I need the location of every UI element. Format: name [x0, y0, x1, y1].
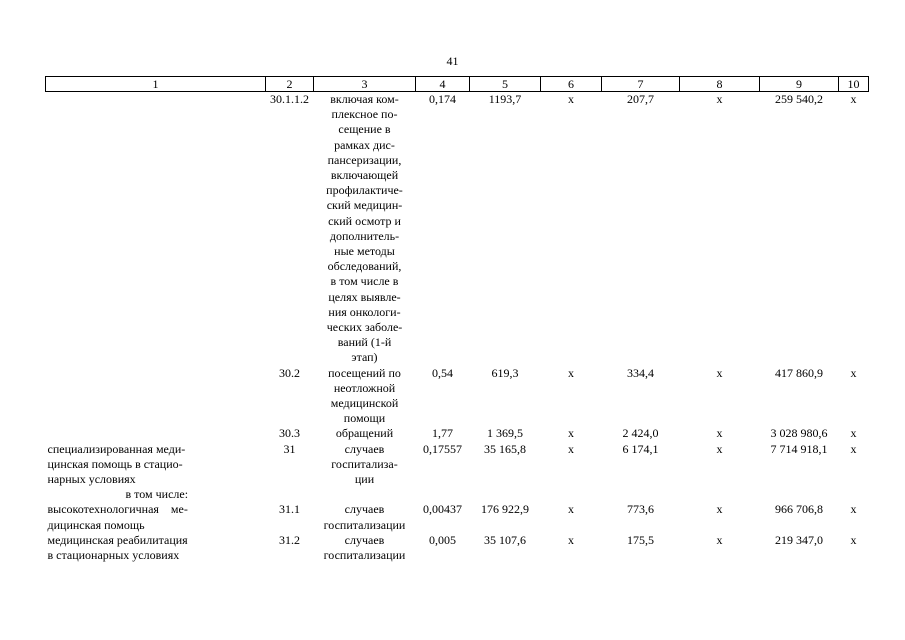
label-line: нарных условиях	[47, 472, 136, 487]
unit-line: ции	[354, 472, 375, 487]
row-number: 31.2	[279, 532, 300, 547]
value-cell: х	[850, 426, 857, 441]
unit-line: включая ком-	[330, 92, 399, 106]
row-label	[46, 502, 266, 532]
unit-cell	[314, 366, 416, 427]
table-row	[46, 92, 869, 366]
unit-line: госпитализации	[323, 517, 406, 532]
unit-line: этап)	[351, 350, 378, 365]
column-header: 5	[470, 77, 541, 92]
row-number: 31	[283, 441, 296, 456]
column-header: 2	[266, 77, 314, 92]
value-cell: 1193,7	[488, 92, 522, 106]
unit-line: медицинской	[330, 396, 399, 411]
row-number	[266, 487, 314, 502]
unit-line: целях выявле-	[328, 289, 401, 304]
label-line: в стационарных условиях	[47, 548, 180, 563]
value-cell	[602, 487, 680, 502]
column-header: 9	[760, 77, 839, 92]
unit-line: включающей	[330, 168, 399, 183]
value-cell: х	[850, 365, 857, 380]
value-cell	[680, 487, 760, 502]
label-line: цинская помощь в стацио-	[47, 456, 183, 471]
page-number: 41	[446, 54, 459, 68]
value-cell	[470, 487, 541, 502]
label-line: дицинская помощь	[47, 517, 145, 532]
row-label	[46, 426, 266, 441]
value-cell: 966 706,8	[775, 502, 823, 517]
unit-line: дополнитель-	[329, 228, 400, 243]
column-header: 6	[541, 77, 602, 92]
value-cell: 35 165,8	[484, 441, 526, 456]
value-cell: 259 540,2	[775, 92, 823, 106]
table-row	[46, 426, 869, 441]
unit-line: обращений	[335, 426, 394, 441]
unit-line: плексное по-	[331, 107, 398, 122]
value-cell: х	[716, 532, 723, 547]
unit-line: профилактиче-	[326, 183, 403, 198]
column-header: 10	[839, 77, 869, 92]
column-header: 3	[314, 77, 416, 92]
unit-line: помощи	[343, 411, 386, 426]
table-row	[46, 442, 869, 488]
value-cell: 1 369,5	[487, 426, 523, 441]
value-cell: 2 424,0	[622, 426, 659, 441]
unit-line: госпитализации	[323, 548, 406, 563]
value-cell: 0,17557	[423, 441, 462, 456]
label-line: специализированная меди-	[47, 441, 186, 456]
row-number: 31.1	[279, 502, 300, 517]
value-cell	[839, 487, 869, 502]
value-cell: 35 107,6	[484, 532, 526, 547]
unit-cell	[314, 442, 416, 488]
unit-line: ческих заболе-	[326, 320, 403, 335]
value-cell: 0,005	[429, 532, 456, 547]
row-number: 30.1.1.2	[270, 92, 309, 106]
unit-line: случаев	[344, 532, 385, 547]
value-cell: 7 714 918,1	[770, 441, 828, 456]
label-line: в том числе:	[125, 487, 189, 502]
value-cell	[760, 487, 839, 502]
table-row	[46, 533, 869, 563]
column-numbers-row	[46, 77, 869, 92]
value-cell: х	[568, 365, 574, 380]
unit-cell	[314, 502, 416, 532]
unit-line: ные методы	[334, 244, 395, 259]
unit-line: случаев	[344, 502, 385, 517]
unit-line: рамках дис-	[334, 137, 395, 152]
unit-line: пансеризации,	[327, 152, 402, 167]
value-cell: 0,174	[429, 92, 456, 106]
table-row	[46, 487, 869, 502]
unit-cell	[314, 426, 416, 441]
value-cell: 0,00437	[423, 502, 462, 517]
value-cell: 3 028 980,6	[770, 426, 828, 441]
value-cell: 6 174,1	[622, 441, 659, 456]
label-line: высокотехнологичная ме-	[47, 502, 188, 517]
value-cell: х	[568, 502, 574, 517]
unit-line: ния онкологи-	[328, 304, 401, 319]
value-cell: х	[568, 92, 574, 106]
row-label	[46, 442, 266, 488]
row-label	[46, 533, 266, 563]
value-cell: х	[850, 441, 857, 456]
value-cell: 417 860,9	[775, 365, 823, 380]
value-cell: 773,6	[627, 502, 654, 517]
column-header: 7	[602, 77, 680, 92]
value-cell	[541, 487, 602, 502]
value-cell: 219 347,0	[775, 532, 823, 547]
value-cell: 334,4	[627, 365, 654, 380]
unit-cell	[314, 92, 416, 366]
table-row	[46, 502, 869, 532]
row-label	[46, 92, 266, 366]
unit-line: неотложной	[333, 380, 396, 395]
value-cell: х	[850, 532, 857, 547]
value-cell: 1,77	[432, 426, 453, 441]
value-cell: х	[716, 92, 723, 106]
unit-line: случаев	[344, 441, 385, 456]
value-cell: х	[716, 365, 723, 380]
unit-line: ский осмотр и	[328, 213, 401, 228]
unit-line: ский медицин-	[326, 198, 403, 213]
table-row	[46, 366, 869, 427]
value-cell: х	[568, 426, 574, 441]
value-cell: х	[850, 92, 857, 106]
value-cell: х	[716, 502, 723, 517]
value-cell: 176 922,9	[481, 502, 529, 517]
unit-cell	[314, 533, 416, 563]
column-header: 1	[46, 77, 266, 92]
column-header: 4	[416, 77, 470, 92]
value-cell: 175,5	[627, 532, 654, 547]
row-label	[46, 487, 266, 502]
value-cell: х	[716, 441, 723, 456]
row-number: 30.3	[279, 426, 300, 441]
value-cell: х	[850, 502, 857, 517]
unit-line: ваний (1-й	[337, 335, 392, 350]
unit-line: в том числе в	[330, 274, 399, 289]
unit-line: обследований,	[327, 259, 402, 274]
row-label	[46, 366, 266, 427]
value-cell	[416, 487, 470, 502]
value-cell: х	[716, 426, 723, 441]
unit-line: посещений по	[328, 365, 401, 380]
unit-cell	[314, 487, 416, 502]
label-line: медицинская реабилитация	[47, 532, 188, 547]
row-number: 30.2	[279, 365, 300, 380]
value-cell: 207,7	[627, 92, 654, 106]
value-cell: 619,3	[491, 365, 519, 380]
unit-line: госпитализа-	[331, 456, 398, 471]
value-cell: 0,54	[432, 365, 453, 380]
data-table	[45, 76, 869, 563]
column-header: 8	[680, 77, 760, 92]
unit-line: сещение в	[338, 122, 391, 137]
value-cell: х	[568, 441, 574, 456]
value-cell: х	[568, 532, 574, 547]
